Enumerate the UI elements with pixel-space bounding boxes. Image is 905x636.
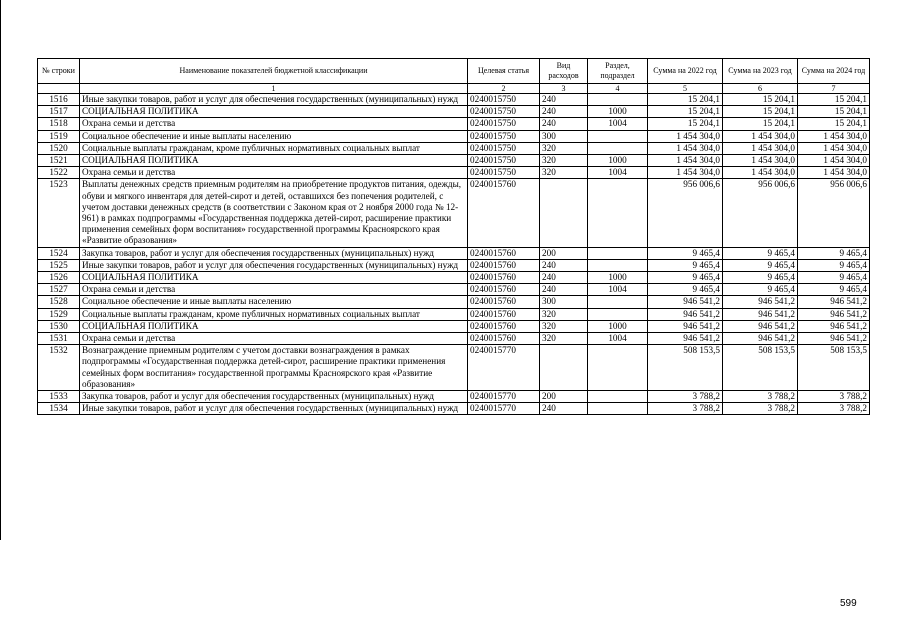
target-article: 0240015770 (468, 345, 540, 391)
row-number: 1524 (38, 247, 80, 259)
sum-2024: 1 454 304,0 (798, 130, 870, 142)
sum-2023: 1 454 304,0 (723, 142, 798, 154)
sum-2024: 1 454 304,0 (798, 167, 870, 179)
sum-2023: 15 204,1 (723, 118, 798, 130)
sum-2023: 508 153,5 (723, 345, 798, 391)
table-row (38, 167, 870, 179)
sum-2024: 946 541,2 (798, 320, 870, 332)
sum-2022: 3 788,2 (648, 391, 723, 403)
expense-type (540, 179, 588, 247)
table-header (38, 59, 870, 94)
page-number: 599 (840, 598, 857, 609)
indicator-name: Иные закупки товаров, работ и услуг для обеспечения государственных (муниципальных) нужд (80, 94, 468, 106)
expense-type (540, 345, 588, 391)
sum-2024: 9 465,4 (798, 247, 870, 259)
target-article: 0240015750 (468, 106, 540, 118)
expense-type: 320 (540, 333, 588, 345)
sum-2022: 946 541,2 (648, 320, 723, 332)
row-number: 1528 (38, 296, 80, 308)
budget-table (37, 58, 870, 415)
target-article: 0240015750 (468, 94, 540, 106)
expense-type: 320 (540, 142, 588, 154)
expense-type: 240 (540, 118, 588, 130)
expense-type: 320 (540, 167, 588, 179)
section-subsection: 1000 (588, 155, 648, 167)
expense-type: 240 (540, 106, 588, 118)
table-row (38, 142, 870, 154)
sum-2023: 9 465,4 (723, 259, 798, 271)
expense-type: 320 (540, 320, 588, 332)
section-subsection: 1000 (588, 272, 648, 284)
sum-2023: 946 541,2 (723, 320, 798, 332)
sum-2024: 508 153,5 (798, 345, 870, 391)
indicator-name: СОЦИАЛЬНАЯ ПОЛИТИКА (80, 272, 468, 284)
sum-2022: 508 153,5 (648, 345, 723, 391)
expense-type: 320 (540, 155, 588, 167)
indicator-name: Закупка товаров, работ и услуг для обеспечения государственных (муниципальных) нужд (80, 391, 468, 403)
indicator-name: Охрана семьи и детства (80, 118, 468, 130)
sum-2022: 1 454 304,0 (648, 130, 723, 142)
sum-2022: 9 465,4 (648, 284, 723, 296)
indicator-name: СОЦИАЛЬНАЯ ПОЛИТИКА (80, 320, 468, 332)
table-row (38, 106, 870, 118)
sum-2024: 956 006,6 (798, 179, 870, 247)
section-subsection (588, 308, 648, 320)
row-number: 1518 (38, 118, 80, 130)
target-article: 0240015760 (468, 259, 540, 271)
indicator-name: Социальное обеспечение и иные выплаты населению (80, 296, 468, 308)
sum-2024: 9 465,4 (798, 272, 870, 284)
table-body (38, 94, 870, 415)
header-sum-2024: Сумма на 2024 год (798, 59, 870, 84)
section-subsection (588, 259, 648, 271)
sum-2024: 1 454 304,0 (798, 142, 870, 154)
sum-2023: 946 541,2 (723, 296, 798, 308)
sum-2022: 1 454 304,0 (648, 167, 723, 179)
section-subsection: 1004 (588, 118, 648, 130)
row-number: 1522 (38, 167, 80, 179)
sum-2022: 3 788,2 (648, 403, 723, 415)
sum-2022: 1 454 304,0 (648, 142, 723, 154)
row-number: 1534 (38, 403, 80, 415)
column-number: 5 (648, 84, 723, 94)
sum-2024: 15 204,1 (798, 106, 870, 118)
sum-2023: 9 465,4 (723, 247, 798, 259)
indicator-name: Закупка товаров, работ и услуг для обеспечения государственных (муниципальных) нужд (80, 247, 468, 259)
sum-2022: 15 204,1 (648, 118, 723, 130)
column-number-row (38, 84, 870, 94)
indicator-name: Социальные выплаты гражданам, кроме публичных нормативных социальных выплат (80, 142, 468, 154)
target-article: 0240015750 (468, 118, 540, 130)
table-row (38, 345, 870, 391)
sum-2024: 3 788,2 (798, 403, 870, 415)
table-row (38, 130, 870, 142)
expense-type: 300 (540, 296, 588, 308)
target-article: 0240015760 (468, 333, 540, 345)
target-article: 0240015750 (468, 167, 540, 179)
section-subsection (588, 345, 648, 391)
indicator-name: Иные закупки товаров, работ и услуг для обеспечения государственных (муниципальных) нужд (80, 259, 468, 271)
row-number: 1526 (38, 272, 80, 284)
table-row (38, 308, 870, 320)
table-row (38, 179, 870, 247)
header-razdel: Раздел, подраздел (588, 59, 648, 84)
section-subsection: 1000 (588, 320, 648, 332)
target-article: 0240015770 (468, 403, 540, 415)
column-number: 4 (588, 84, 648, 94)
indicator-name: Социальное обеспечение и иные выплаты населению (80, 130, 468, 142)
sum-2023: 956 006,6 (723, 179, 798, 247)
indicator-name: Охрана семьи и детства (80, 284, 468, 296)
target-article: 0240015760 (468, 296, 540, 308)
sum-2022: 9 465,4 (648, 247, 723, 259)
column-number: 3 (540, 84, 588, 94)
column-number: 2 (468, 84, 540, 94)
sum-2024: 15 204,1 (798, 118, 870, 130)
row-number: 1533 (38, 391, 80, 403)
table-row (38, 94, 870, 106)
row-number: 1532 (38, 345, 80, 391)
sum-2023: 1 454 304,0 (723, 155, 798, 167)
expense-type: 240 (540, 272, 588, 284)
sum-2022: 9 465,4 (648, 259, 723, 271)
sum-2022: 946 541,2 (648, 308, 723, 320)
expense-type: 320 (540, 308, 588, 320)
sum-2023: 15 204,1 (723, 94, 798, 106)
indicator-name: СОЦИАЛЬНАЯ ПОЛИТИКА (80, 155, 468, 167)
sum-2023: 1 454 304,0 (723, 167, 798, 179)
table-row (38, 284, 870, 296)
section-subsection (588, 179, 648, 247)
header-sum-2023: Сумма на 2023 год (723, 59, 798, 84)
sum-2023: 9 465,4 (723, 272, 798, 284)
header-name: Наименование показателей бюджетной классификации (80, 59, 468, 84)
section-subsection (588, 296, 648, 308)
row-number: 1529 (38, 308, 80, 320)
row-number: 1531 (38, 333, 80, 345)
section-subsection (588, 391, 648, 403)
section-subsection (588, 130, 648, 142)
section-subsection (588, 94, 648, 106)
sum-2023: 15 204,1 (723, 106, 798, 118)
expense-type: 240 (540, 94, 588, 106)
header-row (38, 59, 870, 84)
section-subsection (588, 247, 648, 259)
section-subsection (588, 403, 648, 415)
indicator-name: Вознаграждение приемным родителям с учетом доставки вознаграждения в рамках подпрограммы «Государственная поддержка детей-сирот, расширение практики применения семейных форм воспитания» государственной программы Красноярского края «Развитие образования» (80, 345, 468, 391)
table-row (38, 118, 870, 130)
sum-2023: 3 788,2 (723, 403, 798, 415)
section-subsection (588, 142, 648, 154)
sum-2024: 15 204,1 (798, 94, 870, 106)
column-number: 1 (80, 84, 468, 94)
sum-2023: 946 541,2 (723, 308, 798, 320)
row-number: 1523 (38, 179, 80, 247)
header-row-no: № строки (38, 59, 80, 84)
table-row (38, 391, 870, 403)
sum-2023: 9 465,4 (723, 284, 798, 296)
indicator-name: Охрана семьи и детства (80, 167, 468, 179)
header-target: Целевая статья (468, 59, 540, 84)
sum-2024: 946 541,2 (798, 333, 870, 345)
sum-2022: 9 465,4 (648, 272, 723, 284)
table-row (38, 333, 870, 345)
target-article: 0240015760 (468, 272, 540, 284)
sum-2024: 946 541,2 (798, 296, 870, 308)
table-row (38, 259, 870, 271)
row-number: 1517 (38, 106, 80, 118)
page-left-border (0, 0, 1, 540)
header-vid: Вид расходов (540, 59, 588, 84)
table-row (38, 155, 870, 167)
sum-2022: 15 204,1 (648, 94, 723, 106)
table-row (38, 296, 870, 308)
column-number: 7 (798, 84, 870, 94)
indicator-name: Охрана семьи и детства (80, 333, 468, 345)
row-number: 1525 (38, 259, 80, 271)
row-number: 1530 (38, 320, 80, 332)
expense-type: 240 (540, 259, 588, 271)
expense-type: 240 (540, 403, 588, 415)
indicator-name: Выплаты денежных средств приемным родителям на приобретение продуктов питания, одежды, обуви и мягкого инвентаря для детей-сирот и детей, оставшихся без попечения родителей, с учетом доставки денежных средств (в соответствии с Законом края от 2 ноября 2000 года № 12-961) в рамках подпрограммы «Государственная поддержка детей-сирот, расширение практики применения семейных форм воспитания» государственной программы Красноярского края «Развитие образования» (80, 179, 468, 247)
indicator-name: Иные закупки товаров, работ и услуг для обеспечения государственных (муниципальных) нужд (80, 403, 468, 415)
section-subsection: 1004 (588, 333, 648, 345)
sum-2023: 3 788,2 (723, 391, 798, 403)
row-number: 1520 (38, 142, 80, 154)
target-article: 0240015750 (468, 155, 540, 167)
sum-2024: 946 541,2 (798, 308, 870, 320)
sum-2023: 1 454 304,0 (723, 130, 798, 142)
section-subsection: 1004 (588, 284, 648, 296)
target-article: 0240015760 (468, 179, 540, 247)
sum-2024: 3 788,2 (798, 391, 870, 403)
sum-2024: 9 465,4 (798, 259, 870, 271)
sum-2022: 946 541,2 (648, 296, 723, 308)
expense-type: 200 (540, 247, 588, 259)
target-article: 0240015750 (468, 142, 540, 154)
table-row (38, 320, 870, 332)
indicator-name: СОЦИАЛЬНАЯ ПОЛИТИКА (80, 106, 468, 118)
table-row (38, 403, 870, 415)
table-row (38, 247, 870, 259)
header-sum-2022: Сумма на 2022 год (648, 59, 723, 84)
sum-2022: 956 006,6 (648, 179, 723, 247)
column-number: 6 (723, 84, 798, 94)
section-subsection: 1000 (588, 106, 648, 118)
row-number: 1519 (38, 130, 80, 142)
sum-2022: 15 204,1 (648, 106, 723, 118)
target-article: 0240015760 (468, 308, 540, 320)
sum-2024: 9 465,4 (798, 284, 870, 296)
sum-2022: 1 454 304,0 (648, 155, 723, 167)
expense-type: 240 (540, 284, 588, 296)
expense-type: 200 (540, 391, 588, 403)
expense-type: 300 (540, 130, 588, 142)
target-article: 0240015750 (468, 130, 540, 142)
sum-2024: 1 454 304,0 (798, 155, 870, 167)
table-row (38, 272, 870, 284)
target-article: 0240015770 (468, 391, 540, 403)
target-article: 0240015760 (468, 284, 540, 296)
sum-2022: 946 541,2 (648, 333, 723, 345)
row-number: 1527 (38, 284, 80, 296)
target-article: 0240015760 (468, 320, 540, 332)
section-subsection: 1004 (588, 167, 648, 179)
target-article: 0240015760 (468, 247, 540, 259)
row-number: 1521 (38, 155, 80, 167)
row-number: 1516 (38, 94, 80, 106)
column-number (38, 84, 80, 94)
sum-2023: 946 541,2 (723, 333, 798, 345)
indicator-name: Социальные выплаты гражданам, кроме публичных нормативных социальных выплат (80, 308, 468, 320)
